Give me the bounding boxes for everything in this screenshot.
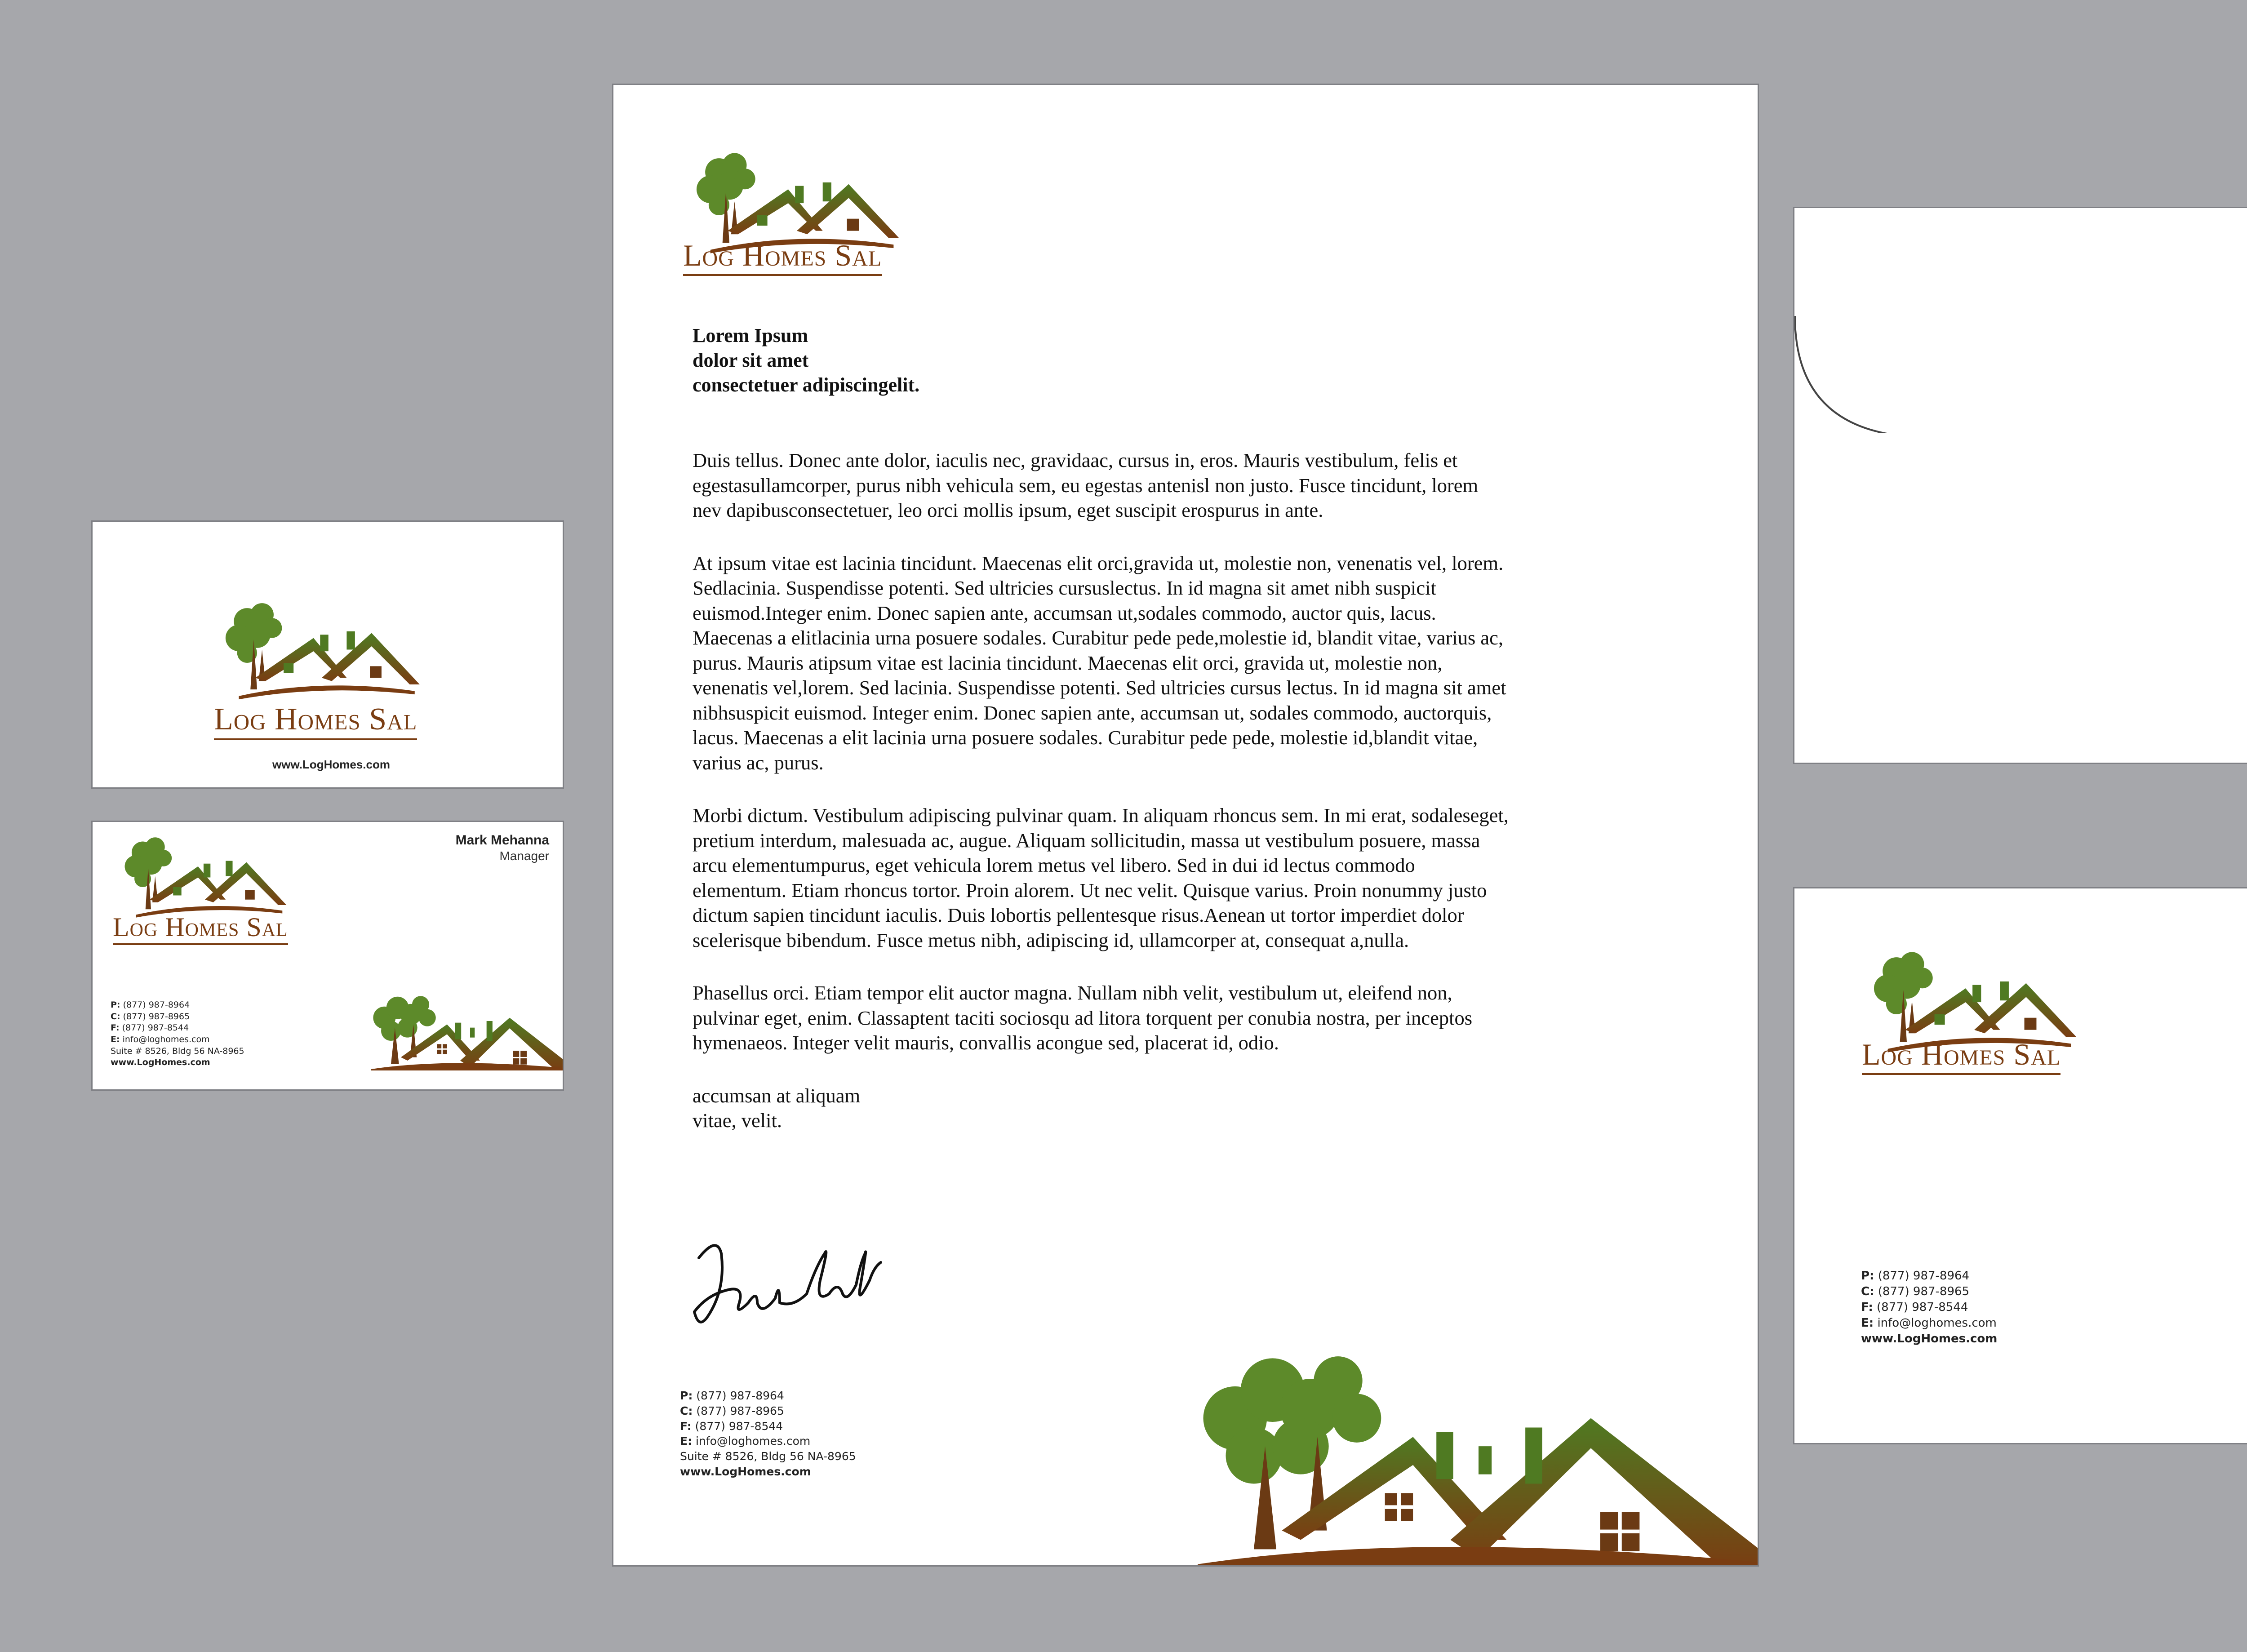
contact-block: P: (877) 987-8964 C: (877) 987-8965 F: (877) 987-8544 E: info@loghomes.com Suite # 8526, Bldg 56 NA-8965 www.LogHomes.com — [680, 1389, 856, 1478]
houses-illustration-icon — [371, 970, 564, 1091]
person-title: Manager — [499, 849, 549, 863]
letter-body — [693, 448, 1510, 1133]
brand-name: Log Homes Sal — [113, 912, 288, 943]
log-homes-logo-icon — [209, 598, 434, 706]
letter-paragraph: Phasellus orci. Etiam tempor elit auctor magna. Nullam nibh velit, vestibulum ut, eleifend non, pulvinar eget, enim. Classaptent taciti sociosqu ad litora torquent per conubia nostra, per inceptos hymenaeos. Integer velit mauris, convallis acongue sed, placerat id, odio. — [693, 981, 1473, 1054]
envelope-flap-icon — [1794, 208, 2247, 433]
brand-name: Log Homes Sal — [1862, 1037, 2060, 1072]
letter-paragraph: Morbi dictum. Vestibulum adipiscing pulvinar quam. In aliquam rhoncus sem. In mi erat, sodaleseget, pretium interdum, malesuada ac, augue. Aliquam sollicitudin, massa ut vestibulum posuere, massa arcu elementumpurus, eget vehicula lorem metus vel libero. Sed in dui id lectus commodo elementum. Etiam rhoncus tortor. Proin alorem. Ut nec velit. Quisque varius. Proin nonummy justo dictum sapien tincidunt iaculis. Duis lobortis pellentesque risus.Aenean ut tortor imperdiet dolor scelerisque bibendum. Fusce metus nibh, adipiscing id, ullamcorper at, consequat a,nulla. — [693, 804, 1509, 951]
recipient-block: Lorem Ipsum dolor sit amet consectetuer adipiscingelit. — [693, 324, 920, 396]
brand-name: Log Homes Sal — [683, 238, 882, 273]
business-card-back — [91, 821, 564, 1091]
letter-paragraph: Duis tellus. Donec ante dolor, iaculis nec, gravidaac, cursus in, eros. Mauris vestibulum, felis et egestasullamcorper, purus nibh vehicula sem, eu egestas antenisl non justo. Fusce tincidunt, lorem nev dapibusconsectetuer, leo orci mollis ipsum, eget suscipit erospurus in ante. — [693, 449, 1479, 521]
envelope-back — [1793, 207, 2247, 764]
envelope-front — [1793, 887, 2247, 1444]
website-text: www.LogHomes.com — [272, 758, 390, 771]
log-homes-logo-icon — [111, 833, 299, 923]
brand-name: Log Homes Sal — [214, 702, 417, 737]
contact-block: P: (877) 987-8964 C: (877) 987-8965 F: (877) 987-8544 E: info@loghomes.com Suite # 8526, Bldg 56 NA-8965 www.LogHomes.com — [111, 1000, 244, 1068]
houses-illustration-icon — [1198, 1343, 1759, 1567]
person-name: Mark Mehanna — [455, 833, 549, 848]
signature-icon — [690, 1226, 883, 1343]
contact-block: P: (877) 987-8964 C: (877) 987-8965 F: (877) 987-8544 E: info@loghomes.com www.LogHomes.com — [1861, 1269, 1998, 1346]
letterhead — [612, 84, 1759, 1567]
letter-closing: accumsan at aliquam vitae, velit. — [693, 1084, 861, 1132]
letter-paragraph: At ipsum vitae est lacinia tincidunt. Maecenas elit orci,gravida ut, molestie non, venenatis vel, lorem. Sedlacinia. Suspendisse potenti. Sed ultricies cursuslectus. In id magna sit amet nibh suspicit euismod.Integer enim. Donec sapien ante, accumsan ut,sodales commodo, auctor quis, lacus. Maecenas a elitlacinia urna posuere sodales. Curabitur pede pede,molestie id, blandit vitae, varius ac, purus. Mauris atipsum vitae est lacinia tincidunt. Maecenas elit orci, gravida ut, molestie non, venenatis vel,lorem. Sed lacinia. Suspendisse potenti. Sed ultricies cursus lectus. In id magna sit amet nibhsuspicit euismod. Integer enim. Donec sapien ante, accumsan ut, sodales commodo, auctorquis, lacus. Maecenas a elit lacinia urna posuere sodales. Curabitur pede pede, molestie id,blandit vitae, varius ac, purus. — [693, 551, 1506, 774]
business-card-front — [91, 520, 564, 789]
